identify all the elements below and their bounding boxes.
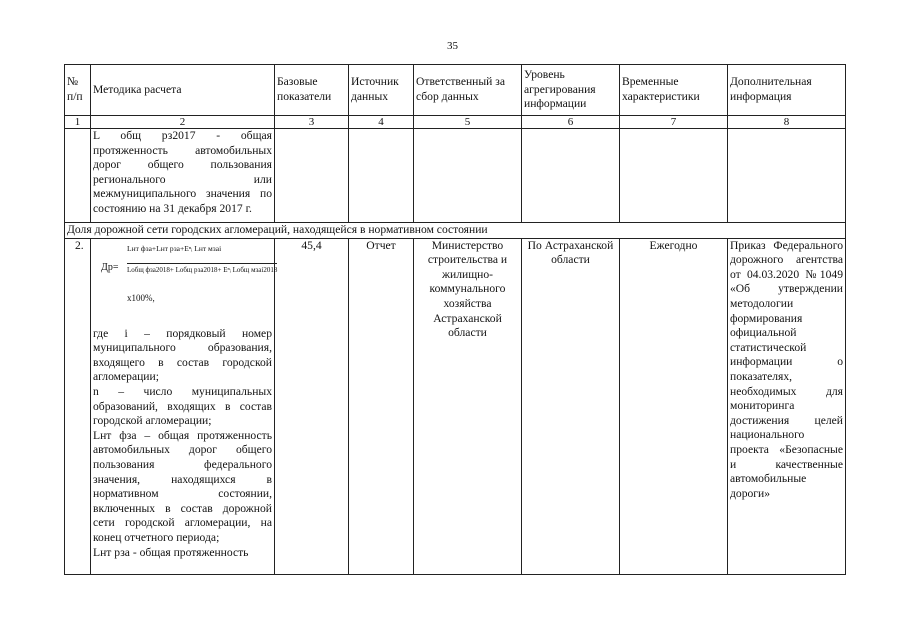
section-title-row [65, 223, 846, 239]
column-number: 6 [522, 116, 620, 129]
explanation-line: Lнт рза - общая протяженность [93, 545, 249, 559]
cell-empty [522, 129, 620, 223]
column-number: 4 [349, 116, 414, 129]
header-additional: Дополнительная информация [728, 65, 846, 116]
column-number: 7 [620, 116, 728, 129]
aggregation-level: По Астраханской области [522, 238, 620, 574]
header-row [65, 65, 846, 116]
header-method: Методика расчета [91, 65, 275, 116]
data-source: Отчет [349, 238, 414, 574]
cell-empty [728, 129, 846, 223]
cell-empty [414, 129, 522, 223]
additional-info: Приказ Федерального дорожного агентства от 04.03.2020 №1049 «Об утверждении методологии формирования официальной статистической информации о показателях, необходимых для мониторинга достижения целей национального проекта «Безопасные и качественные автомобильные дороги» [728, 238, 846, 574]
column-number-row [65, 116, 846, 129]
time-characteristics: Ежегодно [620, 238, 728, 574]
formula-lhs: Др= [101, 261, 119, 273]
column-number: 8 [728, 116, 846, 129]
formula-multiplier: x100%, [127, 292, 155, 303]
column-number: 3 [275, 116, 349, 129]
cell-empty [349, 129, 414, 223]
indicator-table [64, 64, 846, 575]
responsible-org: Министерство строительства и жилищно-коммунального хозяйства Астраханской области [414, 238, 522, 574]
header-period: Временные характеристики [620, 65, 728, 116]
explanation-line: Lнт фза – общая протяженность автомобильных дорог общего пользования федерального значения, находящихся в нормативном состоянии, включенных в состав дорожной сети городской агломерации, на конец отчетного периода; [93, 428, 272, 544]
continued-method-text: L общ рз2017 - общая протяженность автомобильных дорог общего пользования регионального или межмуниципального значения по состоянию на 31 декабря 2017 г. [91, 129, 275, 223]
explanation-line: n – число муниципальных образований, входящих в состав городской агломерации; [93, 384, 272, 428]
method-cell [91, 238, 278, 574]
header-base: Базовые показатели [275, 65, 349, 116]
column-number: 5 [414, 116, 522, 129]
formula-numerator: Lнт фза+Lнт рза+Eⁿᵢ Lнт мзаі [127, 243, 222, 253]
cell-empty [275, 129, 349, 223]
formula-denominator: Lобщ фза2018+ Lобщ рза2018+ Eⁿᵢ Lобщ мзаі2018 [127, 265, 278, 274]
indicator-row-2 [65, 238, 846, 574]
section-title: Доля дорожной сети городских агломераций, находящейся в нормативном состоянии [65, 223, 846, 239]
formula-fraction-bar [127, 263, 277, 264]
header-num: № п/п [65, 65, 91, 116]
column-number: 2 [91, 116, 275, 129]
cell-empty [65, 129, 91, 223]
header-aggregation: Уровень агрегирования информации [522, 65, 620, 116]
formula [93, 239, 278, 317]
page-number: 35 [447, 40, 458, 52]
base-value: 45,4 [275, 238, 349, 574]
explanation-line: где i – порядковый номер муниципального образования, входящего в состав городской агломерации; [93, 326, 272, 384]
header-source: Источник данных [349, 65, 414, 116]
header-responsible: Ответственный за сбор данных [414, 65, 522, 116]
column-number: 1 [65, 116, 91, 129]
row-number: 2. [65, 238, 91, 574]
cell-empty [620, 129, 728, 223]
continued-row [65, 129, 846, 223]
